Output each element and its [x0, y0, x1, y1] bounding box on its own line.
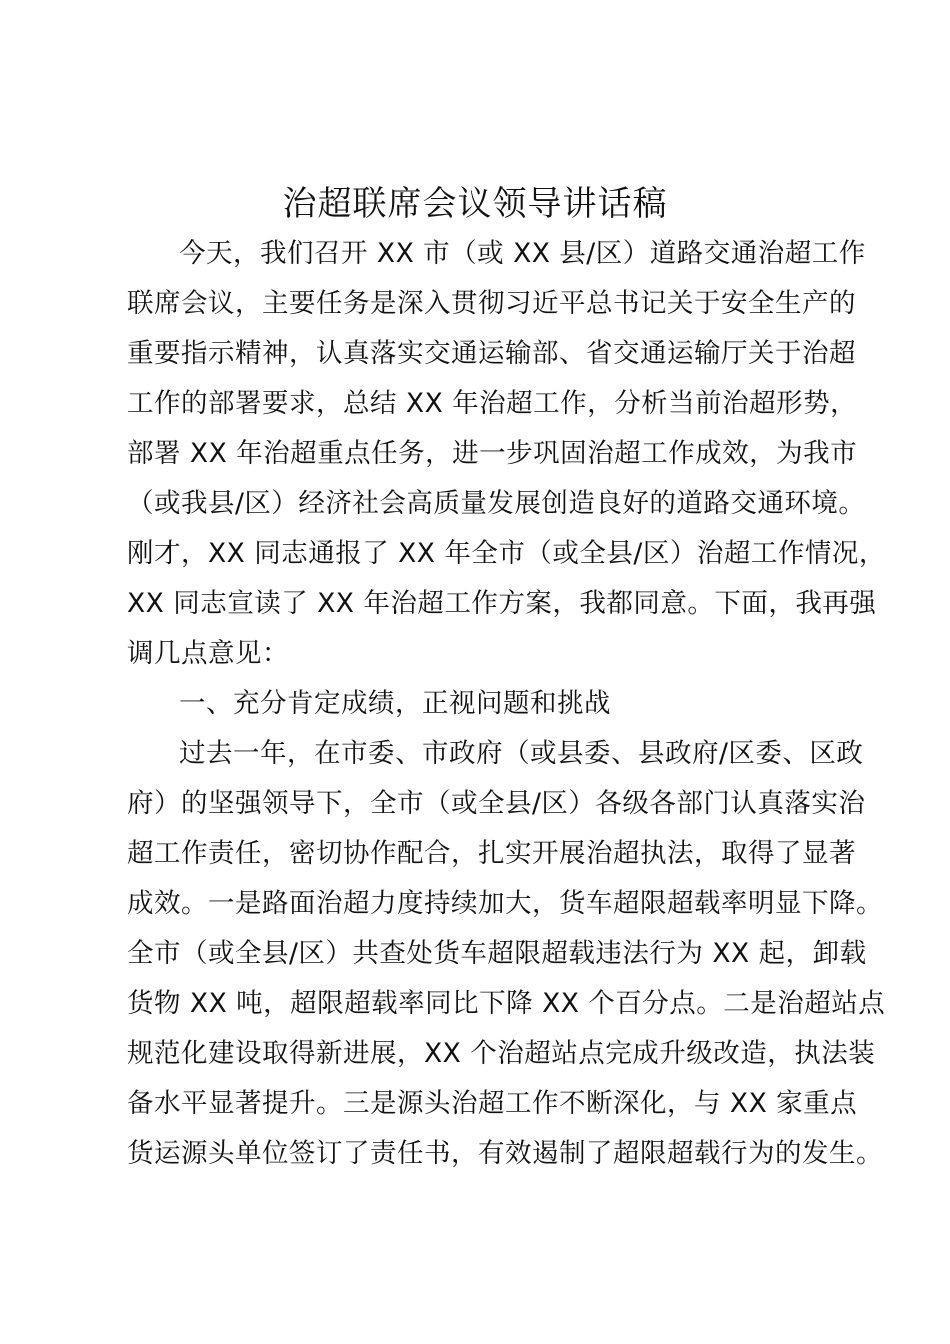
paragraph-line: 刚才，XX 同志通报了 XX 年全市（或全县/区）治超工作情况， — [127, 538, 886, 569]
paragraph-line: 调几点意见： — [127, 638, 289, 669]
paragraph-line: 今天，我们召开 XX 市（或 XX 县/区）道路交通治超工作 — [179, 238, 866, 269]
paragraph-line: 部署 XX 年治超重点任务，进一步巩固治超工作成效，为我市 — [127, 438, 858, 469]
paragraph-line: 超工作责任，密切协作配合，扎实开展治超执法，取得了显著 — [127, 838, 856, 869]
section-heading: 一、充分肯定成绩，正视问题和挑战 — [179, 688, 611, 719]
paragraph-line: 货运源头单位签订了责任书，有效遏制了超限超载行为的发生。 — [127, 1138, 883, 1169]
paragraph-line: 工作的部署要求，总结 XX 年治超工作，分析当前治超形势， — [127, 388, 858, 419]
paragraph-line: 货物 XX 吨，超限超载率同比下降 XX 个百分点。二是治超站点 — [127, 988, 886, 1019]
paragraph-line: XX 同志宣读了 XX 年治超工作方案，我都同意。下面，我再强 — [127, 588, 877, 619]
document-title: 治超联席会议领导讲话稿 — [282, 184, 668, 224]
paragraph-line: 成效。一是路面治超力度持续加大，货车超限超载率明显下降。 — [127, 888, 883, 919]
paragraph-line: 过去一年，在市委、市政府（或县委、县政府/区委、区政 — [179, 738, 864, 769]
paragraph-line: 规范化建设取得新进展，XX 个治超站点完成升级改造，执法装 — [127, 1038, 876, 1069]
paragraph-line: 重要指示精神，认真落实交通运输部、省交通运输厅关于治超 — [127, 338, 856, 369]
paragraph-line: 联席会议，主要任务是深入贯彻习近平总书记关于安全生产的 — [127, 288, 856, 319]
paragraph-line: （或我县/区）经济社会高质量发展创造良好的道路交通环境。 — [127, 488, 866, 519]
paragraph-line: 府）的坚强领导下，全市（或全县/区）各级各部门认真落实治 — [127, 788, 866, 819]
paragraph-line: 备水平显著提升。三是源头治超工作不断深化，与 XX 家重点 — [127, 1088, 858, 1119]
paragraph-line: 全市（或全县/区）共查处货车超限超载违法行为 XX 起，卸载 — [127, 938, 867, 969]
